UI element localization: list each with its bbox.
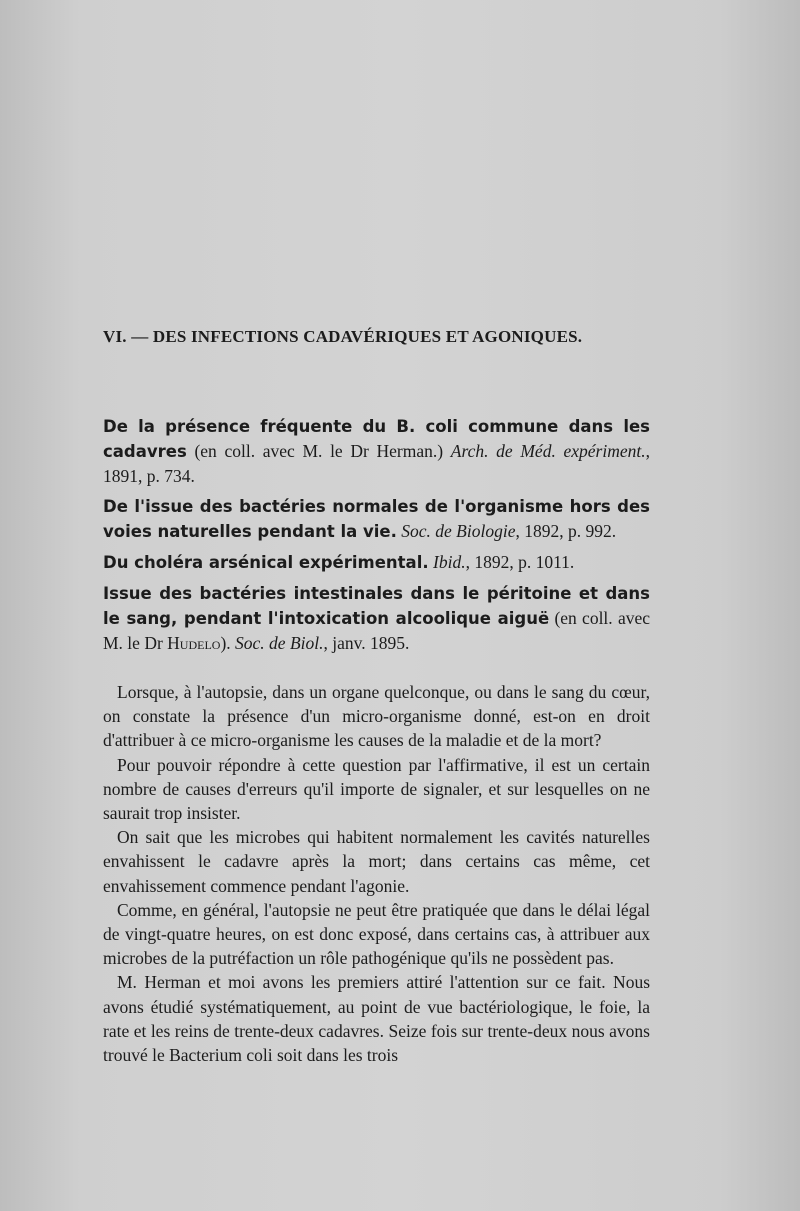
body-paragraph: Pour pouvoir répondre à cette question par l'affirmative, il est un certain nombre de causes d'erreurs qu'il importe de signaler, et sur lesquelles on ne saurait trop insister. <box>103 754 650 824</box>
reference-title: Du choléra arsénical expérimental. <box>103 553 429 572</box>
reference-source: Ibid. <box>433 552 466 572</box>
reference-citation: , janv. 1895. <box>323 633 410 653</box>
reference-title: De la présence fréquente du B. coli commune dans les cadavres <box>103 417 650 461</box>
reference-citation: , 1892, p. 1011. <box>465 552 575 572</box>
section-heading: VI. — DES INFECTIONS CADAVÉRIQUES ET AGONIQUES. <box>103 327 583 346</box>
reference-citation: , 1892, p. 992. <box>515 521 617 541</box>
body-paragraph: Lorsque, à l'autopsie, dans un organe quelconque, ou dans le sang du cœur, on constate la présence d'un micro-organisme donné, est-on en droit d'attribuer à ce micro-organisme les causes de la maladie et de la mort? <box>103 682 650 751</box>
reference-title: Issue des bactéries intestinales dans le péritoine et dans le sang, pendant l'intoxication alcoolique aiguë <box>103 584 650 628</box>
body-paragraph: Comme, en général, l'autopsie ne peut être pratiquée que dans le délai légal de vingt-quatre heures, on est donc exposé, dans certains cas, à attribuer aux microbes de la putréfaction un rôle pathogénique qu'ils ne possèdent pas. <box>103 899 650 969</box>
reference-source: Soc. de Biol. <box>235 633 324 653</box>
reference-item <box>103 581 650 655</box>
reference-item <box>103 550 650 575</box>
reference-source: Arch. de Méd. expériment. <box>450 441 646 461</box>
reference-author: Hudelo <box>167 633 221 653</box>
reference-item <box>103 414 650 488</box>
reference-note: (en coll. avec M. le Dr <box>103 608 650 653</box>
reference-note: (en coll. avec M. le Dr Herman.) <box>186 441 451 461</box>
body-paragraph: On sait que les microbes qui habitent normalement les cavités naturelles envahissent le cadavre après la mort; dans certains cas même, cet envahissement commence pendant l'agonie. <box>103 827 650 896</box>
body-text <box>103 680 650 1067</box>
reference-note-end: ). <box>220 633 236 653</box>
reference-list <box>103 414 650 661</box>
body-paragraph: M. Herman et moi avons les premiers attiré l'attention sur ce fait. Nous avons étudié systématiquement, au point de vue bactériologique, le foie, la rate et les reins de trente-deux cadavres. Seize fois sur trente-deux nous avons trouvé le Bacterium coli soit dans les trois <box>103 972 650 1066</box>
reference-citation: , 1891, p. 734. <box>103 441 650 486</box>
reference-title: De l'issue des bactéries normales de l'organisme hors des voies naturelles pendant la vie. <box>103 497 650 541</box>
reference-source: Soc. de Biologie <box>401 521 516 541</box>
reference-item <box>103 494 650 544</box>
